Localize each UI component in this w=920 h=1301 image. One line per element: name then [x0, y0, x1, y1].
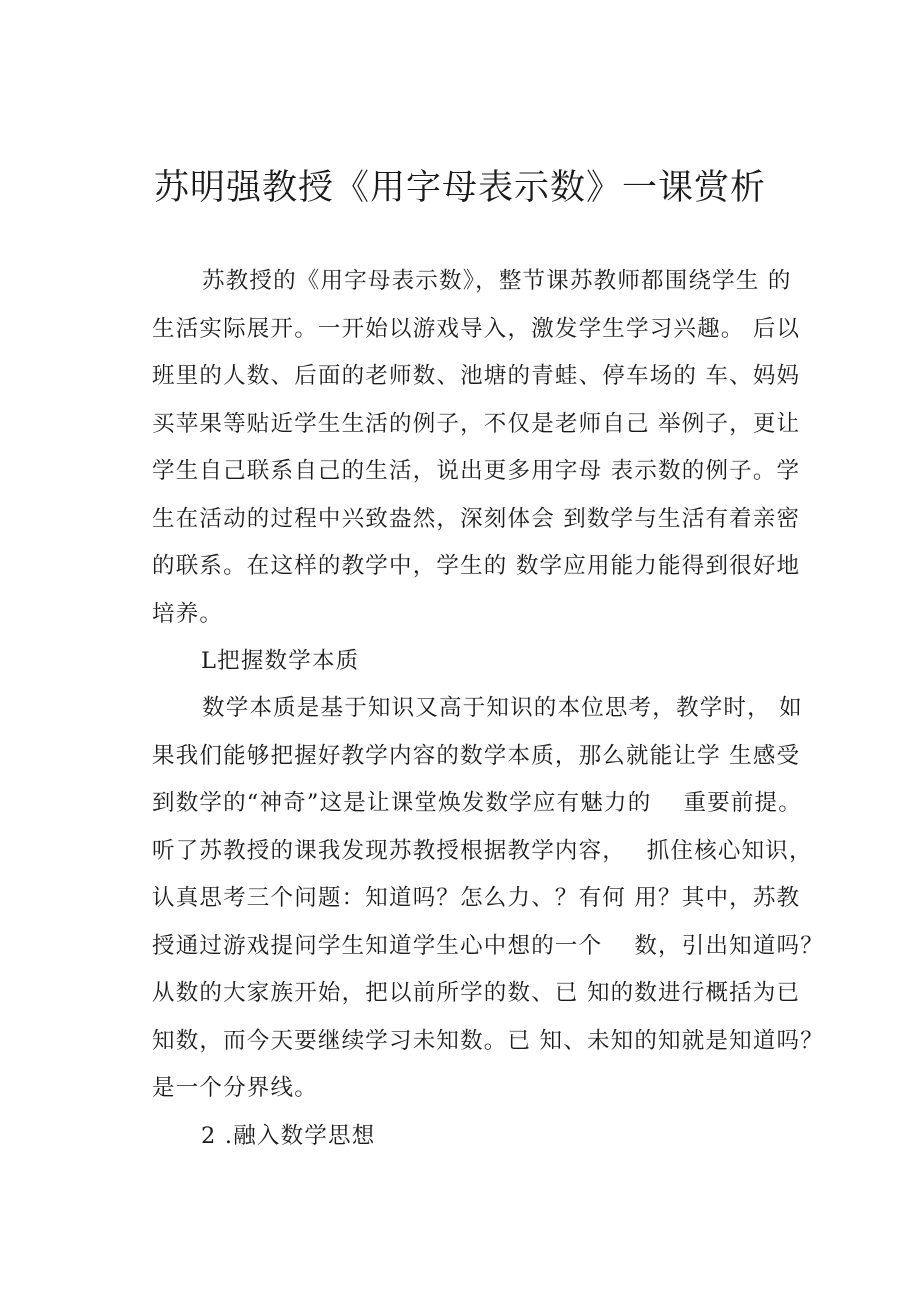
section-heading-1: L把握数学本质 — [201, 648, 360, 674]
text-line: 数学本质是基于知识又高于知识的本位思考，教学时， 如 — [202, 695, 803, 721]
text-line: 生在活动的过程中兴致盎然，深刻体会 到数学与生活有着亲密 — [152, 505, 801, 532]
paragraph-math-essence — [152, 685, 824, 1113]
section-heading-2: 2 .融入数学思想 — [201, 1123, 376, 1149]
text-line: 买苹果等贴近学生生活的例子，不仅是老师自己 举例子，更让 — [152, 410, 801, 437]
text-line: 认真思考三个问题：知道吗？怎么力、？有何 用？其中，苏教 — [152, 885, 801, 911]
text-line: 班里的人数、后面的老师数、池塘的青蛙、停车场的 车、妈妈 — [152, 363, 801, 389]
text-line: 生活实际展开。一开始以游戏导入，激发学生学习兴趣。 后以 — [152, 315, 801, 342]
text-line: 是一个分界线。 — [152, 1075, 318, 1101]
text-line: 果我们能够把握好教学内容的数学本质，那么就能让学 生感受 — [152, 742, 801, 769]
text-line: 授通过游戏提问学生知道学生心中想的一个 数，引出知道吗？ — [152, 932, 824, 959]
text-line: 到数学的“神奇”这是让课堂焕发数学应有魅力的 重要前提。 — [152, 790, 802, 816]
document-title: 苏明强教授《用字母表示数》一课赏析 — [153, 168, 766, 208]
text-line: 的联系。在这样的教学中，学生的 数学应用能力能得到很好地 — [152, 553, 801, 579]
text-line: 苏教授的《用字母表示数》，整节课苏教师都围绕学生 的 — [202, 268, 792, 294]
text-line: 学生自己联系自己的生活，说出更多用字母 表示数的例子。学 — [152, 458, 801, 484]
text-line: 听了苏教授的课我发现苏教授根据教学内容， 抓住核心知识， — [152, 837, 813, 864]
text-line: 知数，而今天要继续学习未知数。已 知、未知的知就是知道吗？ — [152, 1027, 824, 1054]
paragraph-intro — [152, 258, 801, 638]
text-line: 培养。 — [152, 600, 224, 627]
text-line: 从数的大家族开始，把以前所学的数、已 知的数进行概括为已 — [152, 980, 801, 1006]
